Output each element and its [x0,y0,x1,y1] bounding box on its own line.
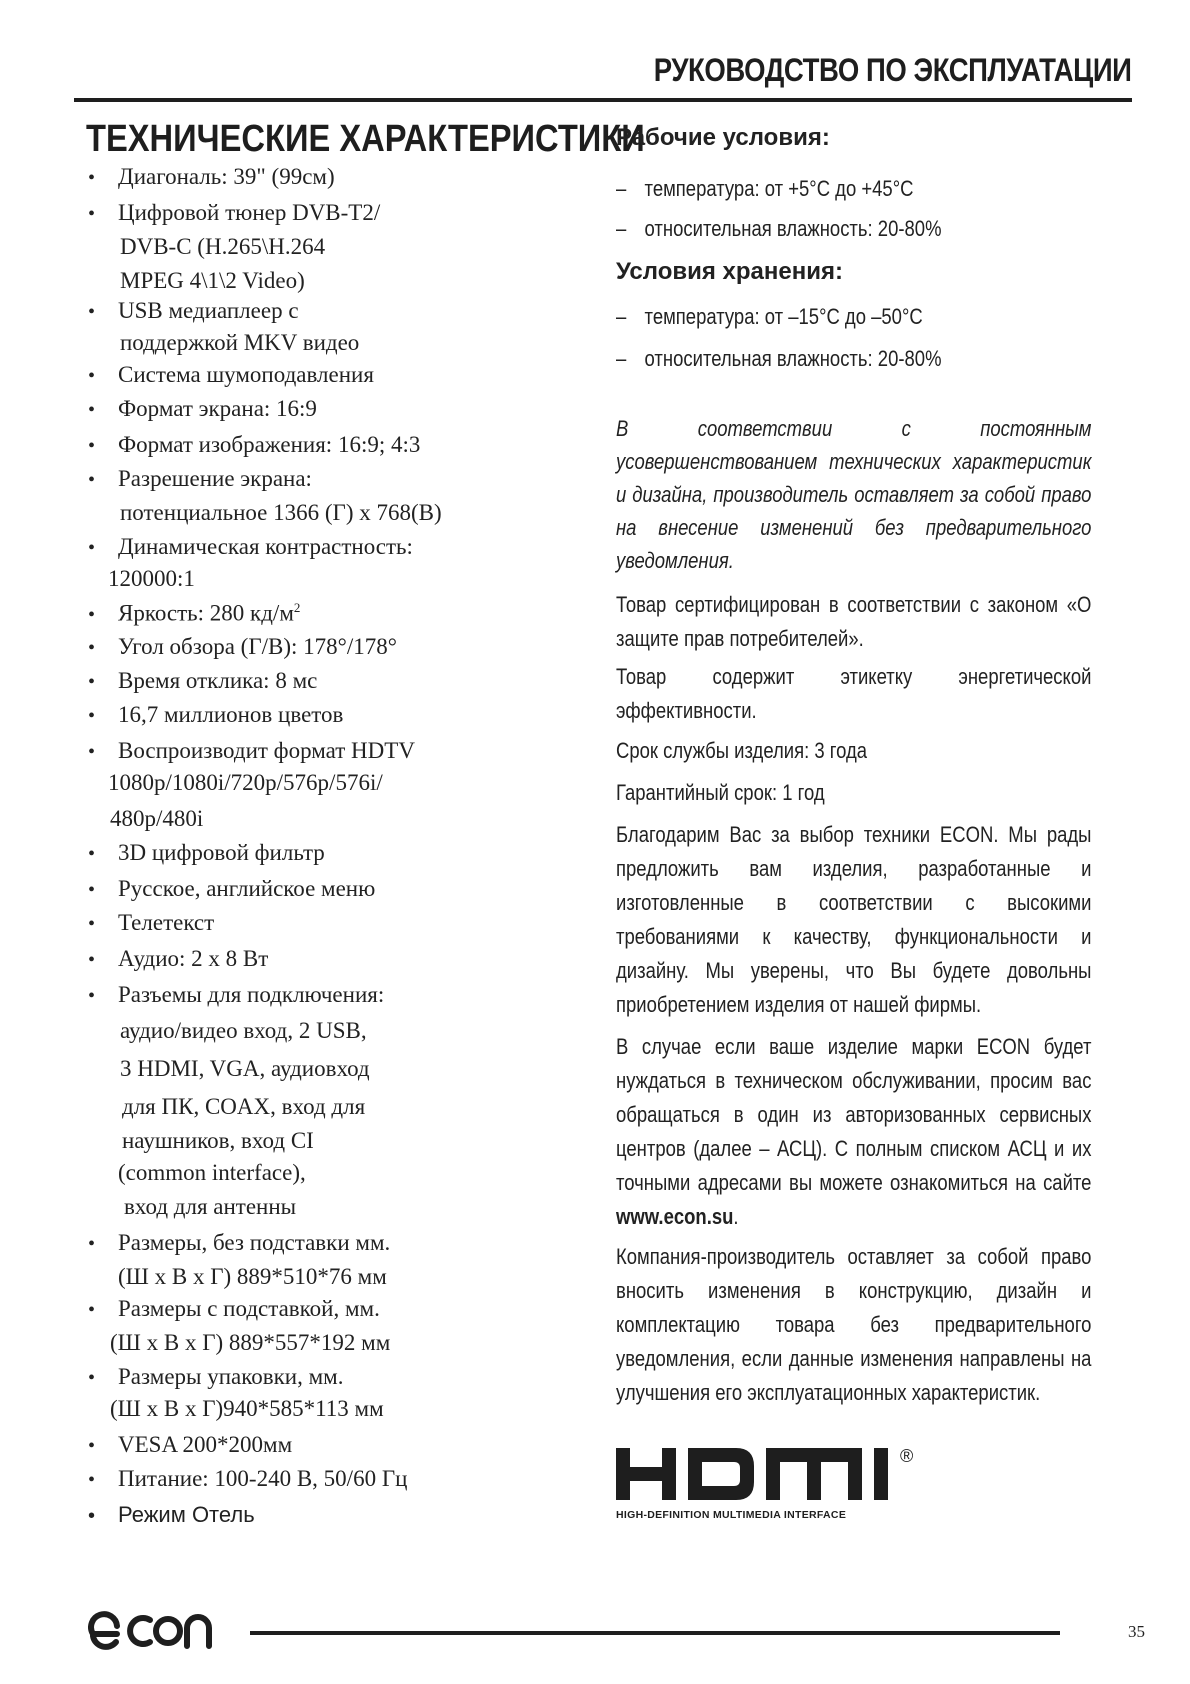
storage-condition-text: относительная влажность: 20-80% [644,346,942,371]
spec-item [88,534,413,560]
spec-text: для ПК, COAX, вход для [122,1094,366,1119]
storage-condition-item [616,304,923,330]
superscript: 2 [293,600,301,615]
service-life-paragraph: Срок службы изделия: 3 года [616,738,868,763]
bullet-marker: • [88,537,96,559]
working-condition-text: температура: от +5°С до +45°С [644,176,914,201]
service-paragraph [616,1030,1091,1234]
bullet-marker: • [88,603,96,626]
spec-item [88,668,317,694]
spec-text: (Ш х В х Г) 889*557*192 мм [110,1330,391,1355]
spec-text: (common interface), [118,1160,306,1185]
storage-condition-text: температура: от –15°С до –50°С [644,304,923,329]
spec-item [88,634,397,660]
footer-divider [250,1631,1060,1635]
spec-item [88,164,335,190]
spec-text: Аудио: 2 х 8 Вт [118,946,269,971]
spec-text: Размеры с подставкой, мм. [118,1296,380,1321]
bullet-marker: • [88,167,96,189]
spec-text: 16,7 миллионов цветов [118,702,344,727]
hdmi-tagline: HIGH-DEFINITION MULTIMEDIA INTERFACE [616,1509,847,1521]
working-condition-item [616,216,942,242]
manufacturer-rights-paragraph: Компания-производитель оставляет за собой право вносить изменения в конструкцию, дизайн и комплектацию товара без предварительного уведомления, если данные изменения направлены на улучшения его эксплуатационных характеристик. [616,1244,1092,1405]
spec-text: MPEG 4\1\2 Video) [120,268,305,293]
working-condition-text: относительная влажность: 20-80% [644,216,942,241]
spec-text: потенциальное 1366 (Г) х 768(В) [120,500,442,525]
spec-item [88,702,343,728]
bullet-marker: • [88,365,96,387]
spec-item [110,1396,384,1422]
spec-item [108,770,383,796]
spec-text: Воспроизводит формат HDTV [118,738,415,763]
spec-text: Русское, английское меню [118,876,376,901]
spec-item [88,946,268,972]
bullet-marker: • [88,435,96,457]
bullet-marker: • [88,1299,96,1321]
bullet-marker: • [88,1233,96,1255]
service-paragraph-text: В случае если ваше изделие марки ECON будет нуждаться в техническом обслуживании, просим вас обращаться в один из авторизованных сервисных центров (далее – АСЦ). С полным списком АСЦ и их точными адресами вы можете ознакомиться на сайте [616,1034,1092,1195]
spec-item [110,1330,390,1356]
spec-text: Режим Отель [118,1502,255,1527]
hdmi-logo-graphic [616,1448,936,1538]
spec-text: Телетекст [118,910,215,935]
spec-item [120,500,442,526]
spec-item [88,840,325,866]
improvement-notice: В соответствии с постоянным усовершенствованием технических характеристик и дизайна, производитель оставляет за собой право на внесение изменений без предварительного уведомления. [616,416,1092,573]
spec-item [88,466,312,492]
dash-marker: – [616,304,627,329]
spec-text: Формат изображения: 16:9; 4:3 [118,432,421,457]
spec-text: VESA 200*200мм [118,1432,293,1457]
spec-text: наушников, вход CI [122,1128,314,1153]
bullet-marker: • [88,1505,96,1527]
spec-item [120,1018,367,1044]
bullet-marker: • [88,985,96,1007]
spec-item [110,806,203,832]
spec-item [88,1502,255,1528]
bullet-marker: • [88,1367,96,1389]
hdmi-logo [616,1448,936,1543]
bullet-marker: • [88,705,96,727]
spec-text: 120000:1 [108,566,195,591]
spec-item [88,1432,292,1458]
bullet-marker: • [88,741,96,763]
spec-item [108,566,195,592]
bullet-marker: • [88,671,96,693]
registered-mark: ® [900,1448,914,1466]
warranty-paragraph: Гарантийный срок: 1 год [616,780,825,805]
bullet-marker: • [88,843,96,865]
spec-item [88,362,374,388]
spec-text: Размеры, без подставки мм. [118,1230,391,1255]
certification-paragraph: Товар сертифицирован в соответствии с законом «О защите прав потребителей». [616,592,1092,651]
spec-text: Угол обзора (Г/В): 178°/178° [118,634,397,659]
spec-text: 1080p/1080i/720p/576p/576i/ [108,770,383,795]
header-divider [74,98,1132,102]
spec-item [120,1056,370,1082]
spec-item [88,298,299,324]
spec-text: 3 HDMI, VGA, аудиовход [120,1056,370,1081]
spec-text: Диагональ: 39" (99см) [118,164,335,189]
energy-label-paragraph: Товар содержит этикетку энергетической эффективности. [616,664,1092,723]
bullet-marker: • [88,301,96,323]
spec-item [118,1160,306,1186]
spec-item [88,1466,407,1492]
spec-item [88,600,300,627]
spec-text: Размеры упаковки, мм. [118,1364,344,1389]
spec-item [88,396,317,422]
bullet-marker: • [88,913,96,935]
spec-text: Время отклика: 8 мс [118,668,318,693]
specs-title: ТЕХНИЧЕСКИЕ ХАРАКТЕРИСТИКИ [86,118,645,160]
spec-text: аудио/видео вход, 2 USB, [120,1018,367,1043]
spec-item [124,1194,296,1220]
bullet-marker: • [88,949,96,971]
spec-text: Разрешение экрана: [118,466,312,491]
storage-conditions-title: Условия хранения: [616,258,843,285]
spec-text: поддержкой MKV видео [120,330,360,355]
spec-text: 480p/480i [110,806,204,831]
bullet-marker: • [88,1435,96,1457]
spec-item [88,200,380,226]
page-number: 35 [1128,1622,1145,1641]
spec-item [88,982,384,1008]
spec-item [88,876,375,902]
spec-text: Питание: 100-240 В, 50/60 Гц [118,1466,408,1491]
spec-item [88,432,420,458]
spec-item [88,910,214,936]
spec-text: Разъемы для подключения: [118,982,385,1007]
working-condition-item [616,176,913,202]
spec-item [88,1364,343,1390]
spec-text: (Ш х В х Г)940*585*113 мм [110,1396,384,1421]
storage-condition-item [616,346,942,372]
spec-text: 3D цифровой фильтр [118,840,325,865]
spec-item [120,234,325,260]
bullet-marker: • [88,637,96,659]
thanks-paragraph: Благодарим Вас за выбор техники ECON. Мы рады предложить вам изделия, разработанные и изготовленные в соответствии с высокими требованиями к качеству, функциональности и дизайну. Мы уверены, что Вы будете довольны приобретением изделия от нашей фирмы. [616,822,1092,1017]
spec-item [88,738,415,764]
spec-text: DVB-C (H.265\H.264 [120,234,326,259]
dash-marker: – [616,176,627,201]
econ-logo [88,1606,218,1661]
spec-text: Система шумоподавления [118,362,374,387]
bullet-marker: • [88,879,96,901]
spec-text: Формат экрана: 16:9 [118,396,317,421]
spec-text: Динамическая контрастность: [118,534,413,559]
service-paragraph-end: . [733,1204,739,1229]
dash-marker: – [616,216,627,241]
spec-item [122,1128,314,1154]
dash-marker: – [616,346,627,371]
spec-text: USB медиаплеер с [118,298,299,323]
website-link[interactable]: www.econ.su [616,1204,734,1229]
working-conditions-title: Рабочие условия: [616,124,830,151]
econ-logo-graphic [88,1606,218,1656]
bullet-marker: • [88,469,96,491]
bullet-marker: • [88,399,96,421]
spec-item [120,330,359,356]
spec-item [120,268,305,294]
spec-text: Яркость: 280 кд/м [118,600,294,626]
spec-text: вход для антенны [124,1194,297,1219]
spec-text: Цифровой тюнер DVB-T2/ [118,200,381,225]
bullet-marker: • [88,203,96,225]
page-header-title: РУКОВОДСТВО ПО ЭКСПЛУАТАЦИИ [654,52,1132,88]
spec-item [88,1230,390,1256]
spec-text: (Ш х В х Г) 889*510*76 мм [118,1264,387,1289]
spec-item [122,1094,365,1120]
spec-item [88,1296,380,1322]
spec-item [118,1264,387,1290]
bullet-marker: • [88,1469,96,1491]
